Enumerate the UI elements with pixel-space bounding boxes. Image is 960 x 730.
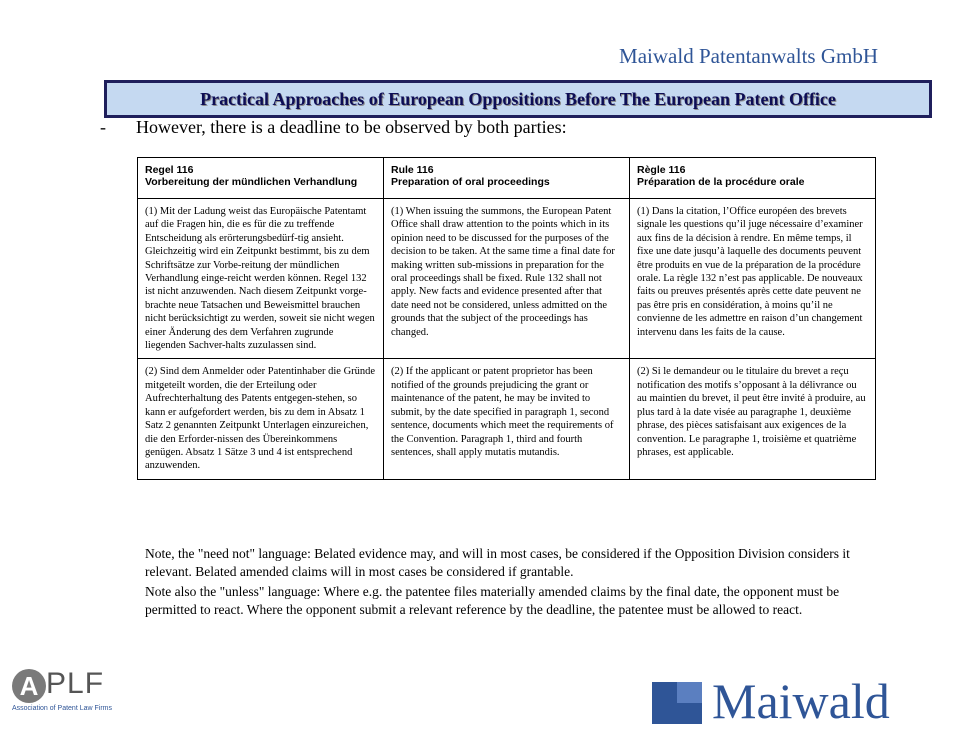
maiwald-logo (652, 673, 952, 729)
table-row (138, 199, 876, 359)
note-need-not: Note, the "need not" language: Belated evidence may, and will in most cases, be considered if the Opposition Division considers it relevant. Belated amended claims will in most cases be considered if grantable. (145, 546, 850, 579)
rule-116-table (137, 157, 876, 480)
cell-french-2: (2) Si le demandeur ou le titulaire du brevet a reçu notification des motifs s’opposant à la délivrance ou au maintien du brevet, il peut être invité à produire, au plus tard à la date visée au paragraphe 1, deuxième phrase, des pièces satisfaisant aux exigences de la convention. Le paragraphe 1, troisième et quatrième phrases, est applicable. (630, 359, 876, 479)
header-cell-english (384, 158, 630, 199)
cell-german-1: (1) Mit der Ladung weist das Europäische Patentamt auf die Fragen hin, die es für die zu treffende Entscheidung als erörterungsbedürf-tig ansieht. Gleichzeitig wird ein Zeitpunkt bestimmt, bis zu dem Schriftsätze zur Vorbe-reitung der mündlichen Verhandlung einge-reicht werden können. Regel 132 ist nicht anzuwenden. Nach diesem Zeitpunkt vorge-brachte neue Tatsachen und Beweismittel brauchen nicht berücksichtigt zu werden, soweit sie nicht wegen einer Änderung des dem Verfahren zugrunde liegenden Sachver-halts zuzulassen sind. (138, 199, 384, 359)
header-title: Preparation of oral proceedings (391, 176, 550, 188)
company-name: Maiwald Patentanwalts GmbH (619, 44, 878, 68)
bullet-dash: - (100, 117, 106, 137)
header-title: Préparation de la procédure orale (637, 176, 805, 188)
bullet-text: However, there is a deadline to be observed by both parties: (136, 117, 567, 137)
cell-english-2: (2) If the applicant or patent proprietor has been notified of the grounds prejudicing the grant or maintenance of the patent, he may be invited to submit, by the date specified in paragraph 1, second sentence, documents which meet the requirements of the Convention. Paragraph 1, third and fourth sentences, shall apply mutatis mutandis. (384, 359, 630, 479)
header-cell-french (630, 158, 876, 199)
maiwald-wordmark: Maiwald (712, 673, 890, 729)
aplf-subtitle: Association of Patent Law Firms (12, 705, 112, 712)
header-title: Vorbereitung der mündlichen Verhandlung (145, 176, 358, 188)
aplf-initial: A (12, 669, 46, 703)
banner-title: Practical Approaches of European Oppositions Before The European Patent Office (200, 88, 836, 109)
header-number: Regel 116 (145, 164, 194, 176)
title-banner (104, 80, 932, 118)
header-number: Rule 116 (391, 164, 434, 176)
header-cell-german (138, 158, 384, 199)
cell-german-2: (2) Sind dem Anmelder oder Patentinhaber die Gründe mitgeteilt worden, die der Erteilung oder Aufrechterhaltung des Patents entgegen-stehen, so kann er aufgefordert werden, bis zu dem in Absatz 1 Satz 2 genannten Zeitpunkt Unterlagen einzureichen, die den Erforder-nissen des Übereinkommens genügen. Absatz 1 Sätze 3 und 4 ist entsprechend anzuwenden. (138, 359, 384, 479)
aplf-logo (8, 665, 148, 715)
header-number: Règle 116 (637, 164, 686, 176)
notes-section (145, 545, 885, 621)
bullet-line (100, 116, 567, 138)
cell-english-1: (1) When issuing the summons, the European Patent Office shall draw attention to the points which in its opinion need to be discussed for the purposes of the decision to be taken. At the same time a final date for making written sub-missions in preparation for the oral proceedings shall be fixed. Rule 132 shall not apply. New facts and evidence presented after that date need not be considered, unless admitted on the grounds that the subject of the proceedings has changed. (384, 199, 630, 359)
table-header-row (138, 158, 876, 199)
cell-french-1: (1) Dans la citation, l’Office européen des brevets signale les questions qu’il juge nécessaire d’examiner aux fins de la décision à rendre. En même temps, il fixe une date jusqu’à laquelle des documents peuvent être produits en vue de la préparation de la procédure orale. La règle 132 n’est pas applicable. De nouveaux faits ou preuves présentés après cette date peuvent ne pas être pris en considération, à moins qu’il ne convienne de les admettre en raison d’un changement intervenu dans les faits de la cause. (630, 199, 876, 359)
note-unless: Note also the "unless" language: Where e.g. the patentee files materially amended claims by the final date, the opponent must be permitted to react. Where the opponent submit a relevant reference by the deadline, the patentee must be allowed to react. (145, 584, 840, 617)
maiwald-logo-square-icon (652, 682, 702, 724)
table-row (138, 359, 876, 479)
aplf-letters: PLF (46, 667, 105, 700)
